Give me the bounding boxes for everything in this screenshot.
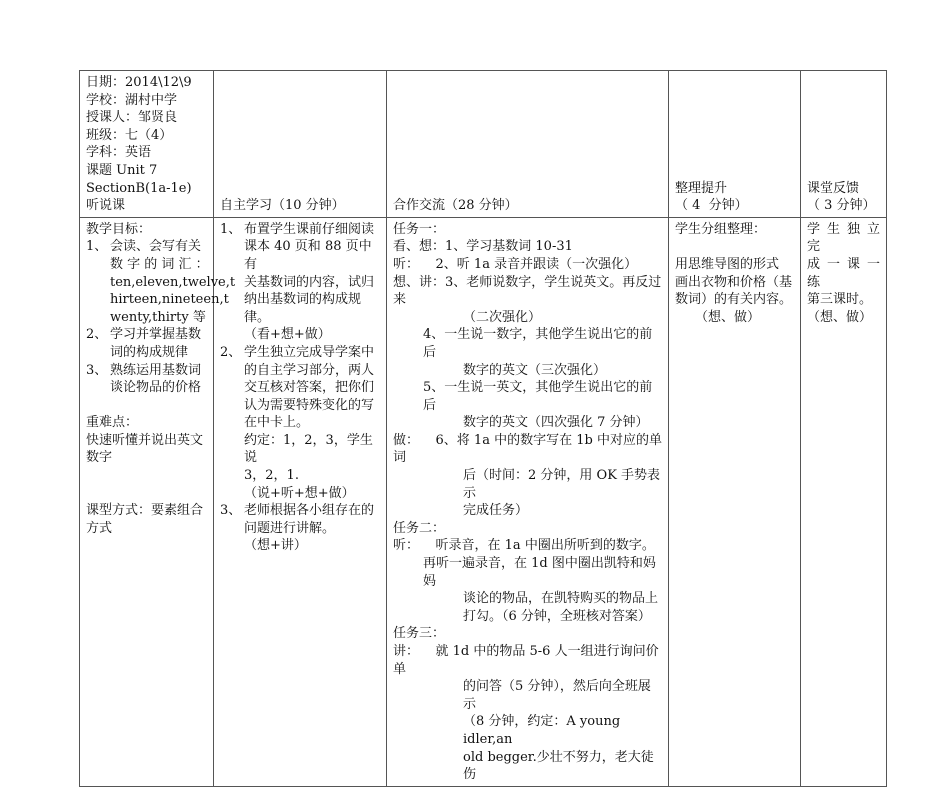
lesson-info-cell xyxy=(80,71,214,218)
goal-3 xyxy=(86,362,207,397)
goal-1-line: 会读、会写有关 xyxy=(110,239,202,255)
header-cooperation xyxy=(387,71,669,218)
goal-3-number: 3、 xyxy=(86,362,108,378)
header-feedback-time: （ 3 分钟） xyxy=(807,198,876,214)
item-2-line: 认为需要特殊变化的写 xyxy=(244,397,375,413)
feedback-line: 学 生 独 立 完 xyxy=(807,221,885,255)
task-line: （二次强化） xyxy=(463,309,542,325)
info-lesson-type: 听说课 xyxy=(86,198,126,214)
header-summary-time: （ 4 分钟） xyxy=(675,198,748,214)
task-line: 4、一生说一数字，其他学生说出它的前后 xyxy=(423,327,653,360)
lesson-mode-line: 课型方式：要素组合 xyxy=(86,503,204,519)
summary-line: 用思维导图的形式 xyxy=(675,256,780,272)
task-line: 数字的英文（三次强化） xyxy=(463,362,607,378)
self-study-item-3 xyxy=(220,502,380,555)
info-school: 学校：湖村中学 xyxy=(86,92,178,108)
info-class: 班级：七（4） xyxy=(86,127,173,143)
self-study-item-1 xyxy=(220,221,380,344)
info-topic: 课题 Unit 7 xyxy=(86,162,158,178)
goals-title: 教学目标： xyxy=(86,221,152,237)
item-2-number: 2、 xyxy=(220,344,242,360)
task-line: 的问答（5 分钟），然后向全班展示 xyxy=(463,679,651,712)
goal-1-line: wenty,thirty 等 xyxy=(110,309,206,325)
task-line: 听： 听录音，在 1a 中圈出所听到的数字。 xyxy=(393,538,655,554)
task-line: 谈论的物品，在凯特购买的物品上 xyxy=(463,591,659,607)
feedback-note: （想、做） xyxy=(807,309,873,325)
item-1-number: 1、 xyxy=(220,221,242,237)
header-row xyxy=(80,71,887,218)
self-study-cell xyxy=(214,217,387,786)
item-2-line: 在中卡上。 xyxy=(244,415,310,431)
key-points-title: 重难点： xyxy=(86,415,139,431)
task-line: 讲： 就 1d 中的物品 5-6 人一组进行询问价单 xyxy=(393,644,659,677)
item-3-note: （想+讲） xyxy=(244,538,307,554)
spacer xyxy=(86,467,207,502)
item-3-line: 问题进行讲解。 xyxy=(244,520,336,536)
item-2-line: 交互核对答案，把你们 xyxy=(244,380,375,396)
feedback-line: 成 一 课 一 练 xyxy=(807,256,885,290)
info-section: SectionB(1a-1e) xyxy=(86,180,192,196)
lesson-plan-table xyxy=(79,70,887,787)
task-line: 想、讲：3、老师说数字，学生说英文。再反过来 xyxy=(393,274,662,308)
item-1-line: 律。 xyxy=(244,309,271,325)
item-3-line: 老师根据各小组存在的 xyxy=(244,503,375,519)
header-cooperation-label: 合作交流（28 分钟） xyxy=(393,198,518,214)
feedback-line: 第三课时。 xyxy=(807,292,873,308)
item-3-number: 3、 xyxy=(220,503,242,519)
goal-2-line: 词的构成规律 xyxy=(110,344,189,360)
item-1-line: 纳出基数词的构成规 xyxy=(244,292,362,308)
task-2-title: 任务二： xyxy=(393,520,446,536)
item-2-line: 的自主学习部分，两人 xyxy=(244,362,375,378)
header-summary xyxy=(669,71,801,218)
task-line: old begger.少壮不努力，老大徒伤 xyxy=(463,749,654,783)
task-line: （8 分钟，约定：A young idler,an xyxy=(463,714,625,747)
item-2-note: （说+听+想+做） xyxy=(244,485,355,501)
content-row xyxy=(80,217,887,786)
task-1-title: 任务一： xyxy=(393,221,446,237)
item-2-line: 3，2，1. xyxy=(244,468,299,484)
task-line: 再听一遍录音，在 1d 图中圈出凯特和妈妈 xyxy=(423,556,656,589)
header-feedback xyxy=(801,71,887,218)
item-1-note: （看+想+做） xyxy=(244,327,331,343)
task-line: 听： 2、听 1a 录音并跟读（一次强化） xyxy=(393,256,638,272)
task-line: 打勾。（6 分钟，全班核对答案） xyxy=(463,608,651,624)
lesson-mode-line: 方式 xyxy=(86,520,113,536)
goal-1-line: hirteen,nineteen,t xyxy=(110,292,229,308)
info-date: 日期：2014\12\9 xyxy=(86,75,192,90)
summary-cell xyxy=(669,217,801,786)
item-2-line: 学生独立完成导学案中 xyxy=(244,344,375,360)
task-line: 完成任务） xyxy=(463,503,529,519)
header-feedback-label: 课堂反馈 xyxy=(807,180,860,196)
goal-2-number: 2、 xyxy=(86,327,108,343)
task-line: 后（时间：2 分钟，用 OK 手势表示 xyxy=(463,468,661,501)
goal-2 xyxy=(86,326,207,361)
item-1-line: 布置学生课前仔细阅读 xyxy=(244,221,375,237)
goal-1-number: 1、 xyxy=(86,239,108,255)
objectives-cell xyxy=(80,217,236,786)
task-line: 看、想：1、学习基数词 10-31 xyxy=(393,239,573,255)
summary-line: 数词）的有关内容。 xyxy=(675,292,793,308)
item-1-line: 关基数词的内容，试归 xyxy=(244,274,375,290)
goal-3-line: 谈论物品的价格 xyxy=(110,380,202,396)
item-2-line: 约定：1，2，3，学生说 xyxy=(244,432,373,466)
summary-note: （想、做） xyxy=(695,309,761,325)
cooperation-cell xyxy=(387,217,669,786)
header-self-study-label: 自主学习（10 分钟） xyxy=(220,198,345,214)
key-points-line: 数字 xyxy=(86,450,113,466)
task-line: 5、一生说一英文，其他学生说出它的前后 xyxy=(423,380,653,413)
info-teacher: 授课人：邹贤良 xyxy=(86,110,178,126)
spacer xyxy=(86,397,207,415)
key-points-line: 快速听懂并说出英文 xyxy=(86,432,204,448)
task-line: 数字的英文（四次强化 7 分钟） xyxy=(463,415,649,431)
task-line: 做： 6、将 1a 中的数字写在 1b 中对应的单词 xyxy=(393,432,662,466)
goal-3-line: 熟练运用基数词 xyxy=(110,362,202,378)
feedback-cell xyxy=(801,217,887,786)
self-study-item-2 xyxy=(220,344,380,502)
task-3-title: 任务三： xyxy=(393,626,446,642)
item-1-line: 课本 40 页和 88 页中有 xyxy=(244,239,372,272)
info-subject: 学科：英语 xyxy=(86,145,152,161)
goal-1-line: ten,eleven,twelve,t xyxy=(110,274,236,290)
summary-line: 画出衣物和价格（基 xyxy=(675,274,793,290)
spacer xyxy=(675,238,794,256)
goal-1-line: 数 字 的 词 汇 ： xyxy=(110,256,209,272)
summary-line: 学生分组整理： xyxy=(675,221,767,237)
header-self-study xyxy=(214,71,387,218)
header-summary-label: 整理提升 xyxy=(675,180,728,196)
goal-1 xyxy=(86,238,236,326)
goal-2-line: 学习并掌握基数 xyxy=(110,327,202,343)
